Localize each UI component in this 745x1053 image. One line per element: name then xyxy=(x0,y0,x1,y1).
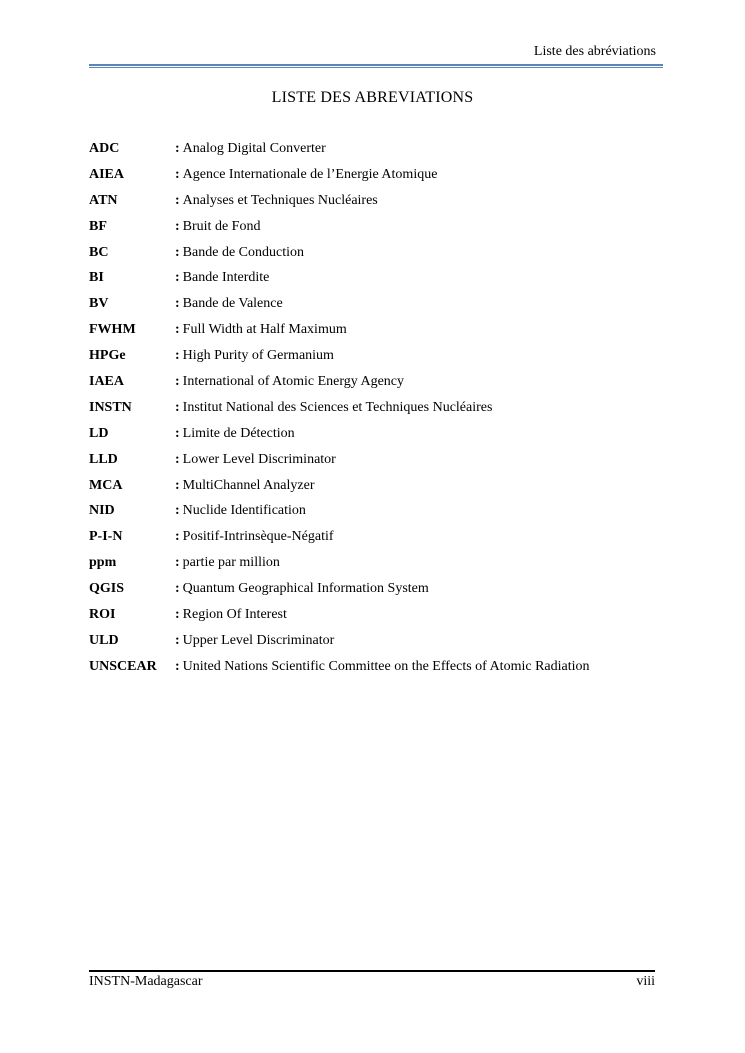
abbreviation-definition xyxy=(175,502,306,520)
abbreviation-term: ULD xyxy=(89,632,119,648)
abbreviation-row xyxy=(89,399,689,425)
abbreviation-separator: : xyxy=(175,477,180,493)
abbreviation-term: NID xyxy=(89,503,115,519)
abbreviation-definition-text: United Nations Scientific Committee on the Effects of Atomic Radiation xyxy=(182,658,590,674)
abbreviation-definition-text: International of Atomic Energy Agency xyxy=(182,374,405,390)
abbreviation-definition-text: High Purity of Germanium xyxy=(182,348,334,364)
abbreviation-row xyxy=(89,140,689,166)
abbreviation-definition xyxy=(175,528,334,546)
abbreviation-definition xyxy=(175,658,590,676)
abbreviation-definition xyxy=(175,347,334,365)
abbreviation-definition-text: Agence Internationale de l’Energie Atomique xyxy=(182,166,438,182)
abbreviation-term: BV xyxy=(89,296,109,312)
abbreviation-row xyxy=(89,658,689,684)
abbreviation-list xyxy=(89,140,689,684)
abbreviation-definition xyxy=(175,295,283,313)
abbreviation-separator: : xyxy=(175,296,180,312)
abbreviation-row xyxy=(89,528,689,554)
abbreviation-separator: : xyxy=(175,425,180,441)
abbreviation-separator: : xyxy=(175,166,180,182)
abbreviation-separator: : xyxy=(175,322,180,338)
abbreviation-term: ATN xyxy=(89,192,118,208)
abbreviation-separator: : xyxy=(175,555,180,571)
abbreviation-definition xyxy=(175,477,314,495)
abbreviation-definition xyxy=(175,166,437,184)
abbreviation-row xyxy=(89,373,689,399)
abbreviation-row xyxy=(89,425,689,451)
abbreviation-definition xyxy=(175,321,347,339)
abbreviation-term: UNSCEAR xyxy=(89,658,157,674)
abbreviation-term: BF xyxy=(89,218,107,234)
footer-page-number: viii xyxy=(636,974,655,989)
abbreviation-definition xyxy=(175,451,336,469)
abbreviation-definition xyxy=(175,269,269,287)
abbreviation-term: ROI xyxy=(89,607,116,623)
abbreviation-row xyxy=(89,321,689,347)
abbreviation-row xyxy=(89,347,689,373)
abbreviation-separator: : xyxy=(175,529,180,545)
abbreviation-separator: : xyxy=(175,270,180,286)
abbreviation-definition-text: Bruit de Fond xyxy=(182,218,261,234)
abbreviation-definition-text: Bande de Conduction xyxy=(182,244,304,260)
abbreviation-definition xyxy=(175,218,260,236)
abbreviation-row xyxy=(89,166,689,192)
abbreviation-definition-text: Lower Level Discriminator xyxy=(182,451,336,467)
abbreviation-definition xyxy=(175,373,404,391)
abbreviation-separator: : xyxy=(175,141,180,156)
abbreviation-definition-text: Region Of Interest xyxy=(182,607,287,623)
abbreviation-row xyxy=(89,218,689,244)
abbreviation-definition-text: MultiChannel Analyzer xyxy=(182,477,315,493)
abbreviation-term: BI xyxy=(89,270,104,286)
abbreviation-definition-text: Analog Digital Converter xyxy=(182,141,326,156)
abbreviation-definition-text: Institut National des Sciences et Techniques Nucléaires xyxy=(182,399,493,415)
abbreviation-row xyxy=(89,502,689,528)
abbreviation-row xyxy=(89,632,689,658)
abbreviation-definition xyxy=(175,606,287,624)
abbreviation-term: ADC xyxy=(89,141,120,156)
abbreviation-term: AIEA xyxy=(89,166,125,182)
abbreviation-row xyxy=(89,192,689,218)
abbreviation-term: ppm xyxy=(89,555,117,571)
footer-institution: INSTN-Madagascar xyxy=(89,974,203,989)
abbreviation-definition-text: Analyses et Techniques Nucléaires xyxy=(182,192,378,208)
abbreviation-term: HPGe xyxy=(89,348,126,364)
abbreviation-separator: : xyxy=(175,451,180,467)
abbreviation-separator: : xyxy=(175,632,180,648)
running-header: Liste des abréviations xyxy=(533,44,656,59)
abbreviation-separator: : xyxy=(175,218,180,234)
abbreviation-term: LD xyxy=(89,425,109,441)
abbreviation-term: INSTN xyxy=(89,399,132,415)
abbreviation-definition-text: Quantum Geographical Information System xyxy=(182,581,429,597)
abbreviation-definition xyxy=(175,580,429,598)
abbreviation-term: QGIS xyxy=(89,581,125,597)
abbreviation-separator: : xyxy=(175,192,180,208)
abbreviation-row xyxy=(89,580,689,606)
abbreviation-definition xyxy=(175,632,334,650)
abbreviation-definition-text: Limite de Détection xyxy=(182,425,295,441)
abbreviation-term: LLD xyxy=(89,451,118,467)
abbreviation-term: IAEA xyxy=(89,374,125,390)
abbreviation-row xyxy=(89,477,689,503)
abbreviation-row xyxy=(89,554,689,580)
abbreviation-row xyxy=(89,244,689,270)
abbreviation-definition-text: Upper Level Discriminator xyxy=(182,632,335,648)
abbreviation-separator: : xyxy=(175,658,180,674)
abbreviation-definition-text: Full Width at Half Maximum xyxy=(182,322,347,338)
abbreviation-definition xyxy=(175,554,280,572)
abbreviation-definition xyxy=(175,244,304,262)
abbreviation-definition xyxy=(175,192,378,210)
abbreviation-definition-text: Positif-Intrinsèque-Négatif xyxy=(182,529,334,545)
header-rule xyxy=(89,64,663,68)
abbreviation-separator: : xyxy=(175,244,180,260)
abbreviation-row xyxy=(89,451,689,477)
abbreviation-term: P-I-N xyxy=(89,529,123,545)
abbreviation-definition-text: Bande Interdite xyxy=(182,270,270,286)
abbreviation-definition-text: partie par million xyxy=(182,555,280,571)
abbreviation-separator: : xyxy=(175,399,180,415)
abbreviation-term: BC xyxy=(89,244,109,260)
abbreviation-separator: : xyxy=(175,581,180,597)
abbreviation-definition xyxy=(175,399,492,417)
abbreviation-definition xyxy=(175,140,326,158)
footer-rule xyxy=(89,970,655,972)
abbreviation-separator: : xyxy=(175,503,180,519)
abbreviation-separator: : xyxy=(175,374,180,390)
abbreviation-separator: : xyxy=(175,607,180,623)
abbreviation-term: FWHM xyxy=(89,322,136,338)
abbreviation-row xyxy=(89,269,689,295)
page-title: LISTE DES ABREVIATIONS xyxy=(271,89,474,106)
abbreviation-term: MCA xyxy=(89,477,123,493)
abbreviation-row xyxy=(89,295,689,321)
abbreviation-separator: : xyxy=(175,348,180,364)
abbreviation-definition xyxy=(175,425,295,443)
abbreviation-definition-text: Nuclide Identification xyxy=(182,503,306,519)
abbreviation-definition-text: Bande de Valence xyxy=(182,296,283,312)
abbreviation-row xyxy=(89,606,689,632)
